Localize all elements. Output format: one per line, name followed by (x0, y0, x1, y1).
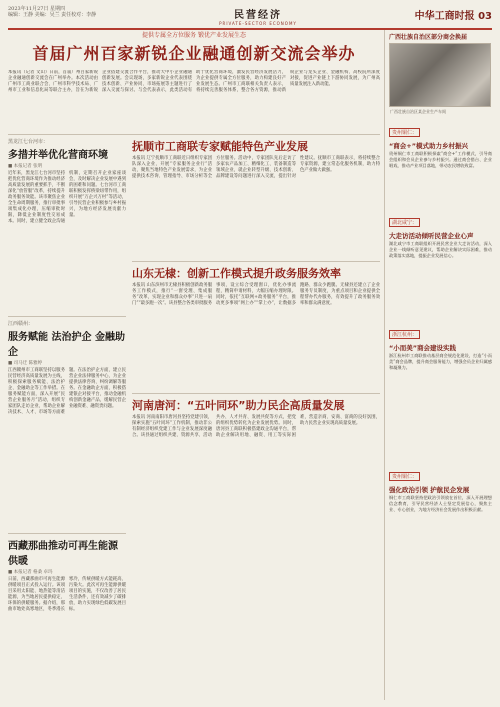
article-title: 山东无棣：创新工作模式提升政务服务效率 (132, 267, 341, 280)
photo-caption: 广西壮族自治区某企业生产车间 (390, 109, 446, 114)
article-kicker: 江西赣州： (8, 321, 34, 327)
article-body: 近年来，黑龙江七台河市坚持把优化营商环境作为推动经济高质量发展的重要抓手，不断深化“放管服”改革，持续提升政务服务效能。该市聚焦企业全生命周期服务，推行审批事项集成化办理，压缩审批时限，降低企业制度性交易成本。同时，建立健全政企沟通机制，定期召开企业家座谈会，及时解决企业发展中遇到的困难和问题。七台河市工商联积极发挥桥梁纽带作用，组织开展“万企兴万村”等活动，引导民营企业积极参与乡村振兴，为地方经济发展贡献力量。 (8, 171, 126, 224)
article-nagqu (8, 537, 126, 697)
sidebar-article-body: 铜仁市工商联坚持把政治引领放在首位，深入开展理想信念教育，引导民营经济人士坚定发展信心，聚焦主业、专心创业，为地方经济社会发展作出积极贡献。 (389, 495, 492, 512)
masthead-title: 民营经济 (234, 10, 282, 21)
main-content (8, 30, 380, 700)
sidebar-tag: 湖北咸宁： (389, 218, 420, 227)
news-photo (389, 43, 491, 114)
sidebar-article-body: 浙江杭州市工商联推动基层商会规范化建设，打造“小而美”商会品牌，提升商会服务能力，增强会员企业归属感和凝聚力。 (389, 353, 492, 370)
date-line: 2023年11月27日 星期四 (8, 6, 66, 12)
article-qitaihe (8, 138, 126, 313)
article-byline: ■ 本报记者 张明 (8, 164, 43, 169)
divider (132, 261, 380, 262)
sidebar-article-title: 强化政治引领 护航民企发展 (389, 486, 470, 494)
lead-headline: 首届广州百家新锐企业融通创新交流会举办 (32, 44, 356, 63)
sidebar-article-title: 大走访活动倾听民营企业心声 (389, 232, 474, 240)
article-body: 江西赣州市工商联坚持以服务民营经济高质量发展为主线，积极探索服务赋能、法治护企、金融助企等工作举措。在服务赋能方面，深入开展“民营企业服务月”活动，组织专家团队走访企业，帮助企业解决技术、人才、市场等方面难题。在法治护企方面，建立民营企业法律服务中心，为企业提供法律咨询、纠纷调解等服务。在金融助企方面，积极搭建银企对接平台，推动金融机构创新金融产品，缓解民营企业融资难、融资贵问题。 (8, 368, 126, 415)
page-number: 03 (478, 11, 492, 22)
newspaper-title: 中华工商时报 (414, 11, 475, 22)
article-byline: ■ 司马迁 陈雅婷 (8, 361, 43, 366)
article-body: 本报讯 辽宁抚顺市工商联近日组织专家团队深入企业，开展“专家服务企业行”活动，聚焦当地特色产业发展需求，为企业提供技术咨询、管理指导、市场分析等全方位服务。活动中，专家团队先后走访了多家农产品加工、精细化工、装备制造等领域企业，就企业转型升级、技术创新、品牌建设等问题进行深入交流，提出针对性建议。抚顺市工商联表示，将持续整合专家资源，建立常态化服务机制，助力特色产业做大做强。 (132, 156, 380, 179)
article-title: 服务赋能 法治护企 金融助企 (8, 332, 125, 358)
article-byline: ■ 本报记者 格桑 卓玛 (8, 570, 53, 575)
article-title: 多措并举优化营商环境 (8, 150, 108, 161)
article-tanghe (132, 397, 380, 697)
masthead (198, 6, 318, 26)
article-kicker: 黑龙江七台河市： (8, 139, 49, 145)
article-title: 西藏那曲推动可再生能源供暖 (8, 541, 118, 567)
editor-line: 编辑：王静 美编：吴兰 责任校对：李静 (8, 12, 97, 18)
lead-article (8, 70, 380, 132)
lead-kicker: 提供专属全方位服务 锻优产业发展生态 (142, 32, 246, 39)
divider (132, 393, 380, 394)
right-sidebar (384, 30, 492, 700)
article-ganzhou (8, 320, 126, 530)
header-meta (8, 6, 158, 18)
sidebar-article-body: 贵州铜仁市工商联积极探索“商会+”工作模式，引导商会组织和会员企业参与乡村振兴。通过商会搭台、企业唱戏，推动产业项目落地，带动农民增收致富。 (389, 151, 492, 168)
page-header (8, 6, 492, 30)
article-title: 抚顺市工商联专家赋能特色产业发展 (132, 140, 308, 153)
sidebar-top-title: 广西壮族自治区部分商会换届 (389, 34, 468, 41)
article-body: 本报讯 河南南阳市唐河县坚持党建引领，探索实施“五叶同环”工作机制，推动非公有制经济组织党建工作与企业发展深度融合。该县通过组织共建、资源共享、活动共办、人才共育、发展共促等方式，把党的组织优势转化为企业发展优势。同时，唐河县工商联积极搭建政企沟通平台，帮助企业解决用地、融资、用工等实际困难，营造亲商、安商、富商的良好氛围，助力民营企业实现高质量发展。 (132, 415, 380, 438)
sidebar-tag: 贵州铜仁： (389, 128, 420, 137)
article-fushun (132, 138, 380, 258)
article-wudi (132, 265, 380, 390)
article-title: 河南唐河：“五叶同环”助力民企高质量发展 (132, 399, 345, 412)
sidebar-tag: 浙江杭州： (389, 330, 420, 339)
divider (8, 316, 126, 317)
article-body: 本报讯 山东滨州市无棣县积极创新政务服务工作模式，推行“一窗受理、集成服务”改革，实现企业和群众办事“只进一扇门”“最多跑一次”。该县整合各类审批服务事项，设立综合受理窗口，优化办事流程，精简申请材料，大幅压缩办理时限。同时，依托“互联网+政务服务”平台，推动更多事项“网上办”“掌上办”，让数据多跑路、群众少跑腿。无棣县还建立了企业服务专员制度，为重点项目和企业提供全程帮办代办服务，有效提升了政务服务效率和群众满意度。 (132, 283, 380, 306)
lead-body: 本报讯（记者 文山）日前，首届广州百家新锐企业融通创新交流会在广州举办。本次活动由广州市工商业联合会、广州市科学技术局、广州市工业和信息化局等联合主办，旨在为新锐企业搭建交流合作平台，推动大中小企业融通创新发展。会议现场，多家新锐企业代表围绕技术创新、产业协同、市场拓展等主题进行了深入交流与探讨。与会代表表示，此类活动有助于优化营商环境，激发民营经济发展活力，为企业提供专属全方位服务，助力构建良好产业发展生态。广州市工商联相关负责人表示，将持续完善服务体系，整合各方资源，推动新锐企业与龙头企业、金融机构、高校院所深度对接，促进产业链上下游协同发展，为广州高质量发展注入新动能。 (8, 70, 380, 93)
sidebar-article-body: 湖北咸宁市工商联组织开展民营企业大走访活动，深入企业一线倾听意见建议，帮助企业解决实际困难，推动政策落实落地，提振企业发展信心。 (389, 241, 492, 258)
divider (8, 134, 380, 135)
sidebar-tag: 贵州铜仁： (389, 472, 420, 481)
masthead-subtitle: PRIVATE-SECTOR ECONOMY (219, 21, 297, 26)
sidebar-article-title: “小而美”商会建设实践 (389, 344, 457, 352)
divider (8, 533, 126, 534)
article-body: 日前，西藏那曲市可再生能源供暖项目正式投入运行。该项目采用太阳能、地热能等清洁能源，为当地居民提供稳定、环保的供暖服务。据介绍，那曲市地处高寒地区，冬季漫长寒冷，传统供暖方式能耗高、污染大。此次可再生能源供暖项目的实施，不仅改善了居民生活条件，还有效减少了碳排放，助力实现绿色低碳发展目标。 (8, 577, 126, 612)
sidebar-article-title: “商会+”模式助力乡村振兴 (389, 142, 468, 150)
newspaper-name (415, 7, 492, 22)
